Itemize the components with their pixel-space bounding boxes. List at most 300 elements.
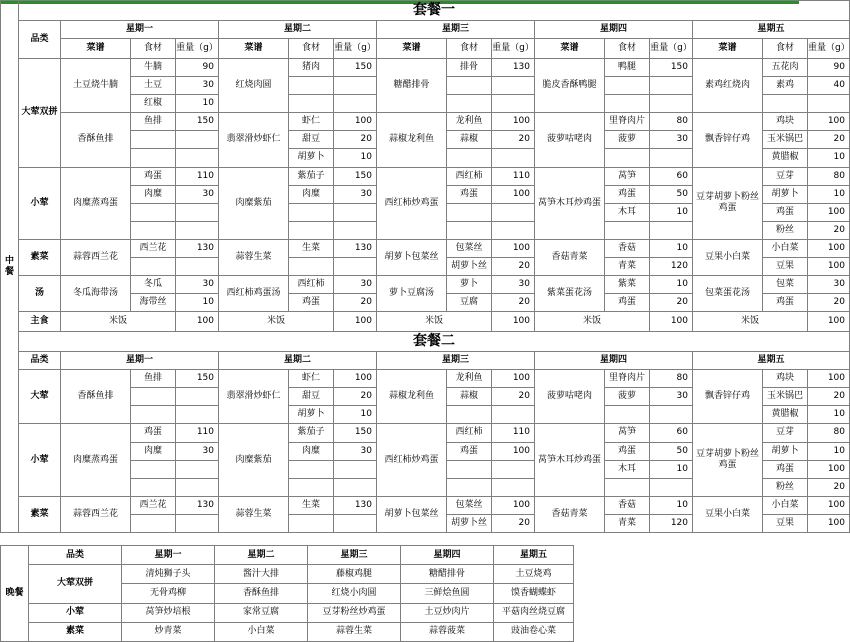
set1-subheader-ingredient: 食材	[763, 38, 808, 58]
set1-dish: 红烧肉圆	[219, 59, 289, 113]
dinner-menu-table	[0, 545, 574, 642]
set2-weight: 100	[492, 370, 535, 388]
set1-weight: 30	[176, 77, 219, 95]
set1-ingredient: 肉糜	[131, 185, 176, 203]
set1-weight: 40	[808, 77, 850, 95]
set1-ingredient: 鸡蛋	[289, 294, 334, 312]
set2-ingredient	[131, 478, 176, 496]
set1-ingredient: 海带丝	[131, 294, 176, 312]
set2-weight: 10	[334, 406, 377, 424]
set2-ingredient: 青菜	[605, 514, 650, 532]
set1-staple-dish: 米饭	[377, 312, 492, 332]
set2-ingredient	[289, 514, 334, 532]
dinner-meal-label: 晚餐	[1, 546, 29, 642]
set2-weight: 20	[334, 388, 377, 406]
set1-weight: 100	[808, 113, 850, 131]
set1-weight: 10	[334, 149, 377, 167]
set1-subheader-ingredient: 食材	[605, 38, 650, 58]
set2-dish: 翡翠滑炒虾仁	[219, 370, 289, 424]
set2-ingredient: 包菜丝	[447, 496, 492, 514]
set2-ingredient: 菠萝	[605, 388, 650, 406]
set1-subheader-ingredient: 食材	[289, 38, 334, 58]
set1-ingredient	[605, 77, 650, 95]
set1-weight	[492, 77, 535, 95]
set2-dish: 菠萝咕咾肉	[535, 370, 605, 424]
set2-dish: 胡萝卜包菜丝	[377, 496, 447, 532]
set1-staple-dish: 米饭	[61, 312, 176, 332]
set1-weight	[334, 95, 377, 113]
lunch-meal-label: 中餐	[1, 1, 19, 533]
set1-staple-dish: 米饭	[693, 312, 808, 332]
set2-ingredient: 粉丝	[763, 478, 808, 496]
set1-subheader-dish: 菜谱	[535, 38, 605, 58]
set2-weight	[650, 406, 693, 424]
set2-dish: 肉糜紫茄	[219, 424, 289, 496]
set2-weight: 100	[492, 442, 535, 460]
set1-weight	[650, 95, 693, 113]
set1-weight	[334, 77, 377, 95]
set1-ingredient	[605, 149, 650, 167]
set1-ingredient: 龙利鱼	[447, 113, 492, 131]
set1-day-3: 星期三	[377, 21, 535, 39]
set2-ingredient: 胡萝卜	[763, 442, 808, 460]
set1-weight: 80	[808, 167, 850, 185]
set1-ingredient: 红椒	[131, 95, 176, 113]
set1-weight	[808, 95, 850, 113]
set1-ingredient	[131, 257, 176, 275]
set2-weight: 100	[808, 496, 850, 514]
set1-staple-dish: 米饭	[535, 312, 650, 332]
set1-dish: 肉糜紫茄	[219, 167, 289, 239]
dinner-dish: 土豆炒肉片	[401, 603, 494, 622]
dinner-dish: 平菇肉丝烧豆腐	[494, 603, 574, 622]
set2-ingredient: 莴笋	[605, 424, 650, 442]
set1-ingredient: 包菜	[763, 275, 808, 293]
set1-weight	[492, 95, 535, 113]
set1-weight: 100	[492, 113, 535, 131]
set1-weight: 20	[808, 221, 850, 239]
set1-dish: 豆芽胡萝卜粉丝鸡蛋	[693, 167, 763, 239]
set1-dish: 冬瓜海带汤	[61, 275, 131, 311]
set2-dish: 香菇青菜	[535, 496, 605, 532]
set1-ingredient: 玉米锅巴	[763, 131, 808, 149]
set2-ingredient	[447, 406, 492, 424]
set2-ingredient: 肉糜	[289, 442, 334, 460]
set1-staple-weight: 100	[492, 312, 535, 332]
set1-weight	[176, 221, 219, 239]
set1-dish: 包菜蛋花汤	[693, 275, 763, 311]
set2-dish: 豆果小白菜	[693, 496, 763, 532]
set2-weight: 10	[650, 496, 693, 514]
set1-ingredient: 牛腩	[131, 59, 176, 77]
set1-weight: 20	[334, 294, 377, 312]
set1-weight: 130	[334, 239, 377, 257]
set2-dish: 豆芽胡萝卜粉丝鸡蛋	[693, 424, 763, 496]
set2-ingredient: 胡萝卜丝	[447, 514, 492, 532]
set1-ingredient: 生菜	[289, 239, 334, 257]
set2-weight: 100	[492, 496, 535, 514]
set1-weight: 20	[334, 131, 377, 149]
set1-ingredient	[605, 221, 650, 239]
set1-subheader-dish: 菜谱	[377, 38, 447, 58]
set1-day-4: 星期四	[535, 21, 693, 39]
set2-ingredient: 西红柿	[447, 424, 492, 442]
set1-weight: 110	[176, 167, 219, 185]
set1-day-1: 星期一	[61, 21, 219, 39]
set1-ingredient	[289, 221, 334, 239]
set2-dish: 蒜蓉生菜	[219, 496, 289, 532]
set2-ingredient: 鸡蛋	[447, 442, 492, 460]
dinner-dish: 豆芽粉丝炒鸡蛋	[308, 603, 401, 622]
set2-ingredient: 香菇	[605, 496, 650, 514]
set1-ingredient: 鸡蛋	[763, 203, 808, 221]
set1-weight: 130	[492, 59, 535, 77]
set1-ingredient: 土豆	[131, 77, 176, 95]
set2-category-label: 大荤	[19, 370, 61, 424]
set1-weight: 90	[176, 59, 219, 77]
set1-weight: 10	[176, 294, 219, 312]
set1-weight	[334, 221, 377, 239]
set1-weight: 10	[650, 203, 693, 221]
set2-dish: 蒜蓉西兰花	[61, 496, 131, 532]
set1-weight: 80	[650, 113, 693, 131]
set1-dish: 糖醋排骨	[377, 59, 447, 113]
set2-ingredient: 里脊肉片	[605, 370, 650, 388]
set1-ingredient: 虾仁	[289, 113, 334, 131]
set1-category-label: 小荤	[19, 167, 61, 239]
set2-ingredient: 鸡蛋	[605, 442, 650, 460]
set1-subheader-dish: 菜谱	[219, 38, 289, 58]
set1-ingredient: 豆果	[763, 257, 808, 275]
dinner-dish: 家常豆腐	[215, 603, 308, 622]
set1-weight	[334, 257, 377, 275]
set1-weight	[176, 203, 219, 221]
set1-ingredient	[447, 77, 492, 95]
set2-dish: 肉糜蒸鸡蛋	[61, 424, 131, 496]
set2-weight: 80	[808, 424, 850, 442]
set1-category-label: 汤	[19, 275, 61, 311]
set1-ingredient	[447, 221, 492, 239]
set1-ingredient	[131, 149, 176, 167]
dinner-dish: 红烧小肉圆	[308, 584, 401, 603]
set1-dish: 脆皮香酥鸭腿	[535, 59, 605, 113]
set2-weight: 20	[808, 388, 850, 406]
set1-category-label: 素菜	[19, 239, 61, 275]
set1-ingredient: 木耳	[605, 203, 650, 221]
dinner-dish: 蒜蓉菠菜	[401, 622, 494, 641]
set2-weight: 50	[650, 442, 693, 460]
set1-ingredient	[447, 149, 492, 167]
set1-staple-weight: 100	[176, 312, 219, 332]
set1-dish: 胡萝卜包菜丝	[377, 239, 447, 275]
set1-staple-weight: 100	[334, 312, 377, 332]
dinner-day-4: 星期四	[401, 546, 494, 565]
set2-category-label: 小荤	[19, 424, 61, 496]
dinner-dish: 三鲜烩鱼圆	[401, 584, 494, 603]
set1-subheader-ingredient: 食材	[447, 38, 492, 58]
dinner-category-header: 品类	[29, 546, 122, 565]
set1-ingredient: 胡萝卜丝	[447, 257, 492, 275]
set2-ingredient: 蒜椒	[447, 388, 492, 406]
set2-weight: 20	[808, 478, 850, 496]
set1-weight: 20	[808, 131, 850, 149]
dinner-day-3: 星期三	[308, 546, 401, 565]
set2-ingredient: 西兰花	[131, 496, 176, 514]
set2-ingredient	[131, 460, 176, 478]
set1-ingredient: 菠萝	[605, 131, 650, 149]
set1-weight	[492, 149, 535, 167]
set2-weight	[334, 514, 377, 532]
set1-weight: 20	[492, 257, 535, 275]
set2-weight: 10	[650, 460, 693, 478]
set2-weight: 100	[334, 370, 377, 388]
set1-ingredient: 紫茄子	[289, 167, 334, 185]
set1-subheader-dish: 菜谱	[61, 38, 131, 58]
set1-ingredient: 豆腐	[447, 294, 492, 312]
set1-title: 套餐一	[19, 1, 850, 21]
dinner-category-label: 小荤	[29, 603, 122, 622]
set1-weight	[650, 221, 693, 239]
set2-weight: 30	[650, 388, 693, 406]
set1-ingredient: 胡萝卜	[763, 185, 808, 203]
set2-weight: 10	[808, 406, 850, 424]
set1-dish: 蒜蓉生菜	[219, 239, 289, 275]
set2-ingredient: 生菜	[289, 496, 334, 514]
set2-weight: 80	[650, 370, 693, 388]
set1-ingredient: 萝卜	[447, 275, 492, 293]
dinner-day-5: 星期五	[494, 546, 574, 565]
set2-weight	[176, 388, 219, 406]
set1-weight: 100	[808, 239, 850, 257]
set1-day-5: 星期五	[693, 21, 850, 39]
set1-weight: 150	[650, 59, 693, 77]
set1-dish: 香菇青菜	[535, 239, 605, 275]
set1-weight: 150	[334, 59, 377, 77]
set1-dish: 土豆烧牛腩	[61, 59, 131, 113]
dinner-dish: 豉油卷心菜	[494, 622, 574, 641]
set1-weight: 30	[334, 275, 377, 293]
set1-ingredient: 小白菜	[763, 239, 808, 257]
set2-ingredient: 鸡蛋	[131, 424, 176, 442]
dinner-dish: 土豆烧鸡	[494, 565, 574, 584]
set1-dish: 萝卜豆腐汤	[377, 275, 447, 311]
set1-weight: 100	[492, 185, 535, 203]
set1-weight: 20	[492, 131, 535, 149]
set1-ingredient: 鸡块	[763, 113, 808, 131]
dinner-category-label: 大荤双拼	[29, 565, 122, 603]
set1-ingredient: 紫菜	[605, 275, 650, 293]
set1-weight: 30	[334, 185, 377, 203]
set1-ingredient: 五花肉	[763, 59, 808, 77]
set1-weight: 50	[650, 185, 693, 203]
set2-ingredient: 龙利鱼	[447, 370, 492, 388]
set1-weight: 100	[492, 239, 535, 257]
set1-ingredient	[131, 203, 176, 221]
set2-weight: 60	[650, 424, 693, 442]
set2-dish: 飘香锌仔鸡	[693, 370, 763, 424]
set2-weight: 110	[492, 424, 535, 442]
set2-category-label: 素菜	[19, 496, 61, 532]
set1-weight: 130	[176, 239, 219, 257]
set2-weight	[176, 406, 219, 424]
set1-dish: 豆果小白菜	[693, 239, 763, 275]
set2-dish: 蒜椒龙利鱼	[377, 370, 447, 424]
set1-ingredient: 鸡蛋	[131, 167, 176, 185]
set2-ingredient	[131, 514, 176, 532]
set1-ingredient: 冬瓜	[131, 275, 176, 293]
set2-weight	[492, 406, 535, 424]
set2-weight	[176, 478, 219, 496]
set1-ingredient: 豆芽	[763, 167, 808, 185]
set1-ingredient: 鸭腿	[605, 59, 650, 77]
set1-category-label: 大荤双拼	[19, 59, 61, 167]
set2-weight: 30	[176, 442, 219, 460]
dinner-dish: 酱汁大排	[215, 565, 308, 584]
set2-ingredient: 黄腊椒	[763, 406, 808, 424]
set2-ingredient	[289, 460, 334, 478]
set1-weight: 30	[492, 275, 535, 293]
set1-staple-dish: 米饭	[219, 312, 334, 332]
set1-weight: 30	[808, 275, 850, 293]
set1-ingredient: 莴笋	[605, 167, 650, 185]
set1-weight: 90	[808, 59, 850, 77]
set1-ingredient: 黄腊椒	[763, 149, 808, 167]
set1-weight: 150	[334, 167, 377, 185]
set1-ingredient: 素鸡	[763, 77, 808, 95]
set1-dish: 西红柿鸡蛋汤	[219, 275, 289, 311]
set2-ingredient	[447, 460, 492, 478]
dinner-dish: 糖醋排骨	[401, 565, 494, 584]
set1-weight: 100	[808, 257, 850, 275]
set2-weight	[176, 514, 219, 532]
set2-ingredient: 鸡块	[763, 370, 808, 388]
set1-subheader-weight: 重量（g）	[808, 38, 850, 58]
set2-ingredient	[447, 478, 492, 496]
set1-ingredient	[289, 203, 334, 221]
set1-ingredient: 西红柿	[289, 275, 334, 293]
set1-dish: 香酥鱼排	[61, 113, 131, 167]
set2-ingredient: 豆果	[763, 514, 808, 532]
set2-weight: 100	[808, 370, 850, 388]
set1-dish: 紫菜蛋花汤	[535, 275, 605, 311]
set2-weight	[492, 478, 535, 496]
set2-ingredient: 豆芽	[763, 424, 808, 442]
set1-ingredient: 鸡蛋	[447, 185, 492, 203]
set2-weight: 100	[808, 460, 850, 478]
set2-ingredient: 小白菜	[763, 496, 808, 514]
set1-day-2: 星期二	[219, 21, 377, 39]
set2-ingredient	[605, 478, 650, 496]
set1-subheader-dish: 菜谱	[693, 38, 763, 58]
dinner-dish: 馍香蝴蝶虾	[494, 584, 574, 603]
set2-ingredient: 紫茄子	[289, 424, 334, 442]
dinner-dish: 炒青菜	[122, 622, 215, 641]
set2-ingredient: 鸡蛋	[763, 460, 808, 478]
set2-weight: 10	[808, 442, 850, 460]
set1-ingredient: 包菜丝	[447, 239, 492, 257]
set2-ingredient: 鱼排	[131, 370, 176, 388]
set2-dish: 香酥鱼排	[61, 370, 131, 424]
set1-ingredient: 鸡蛋	[763, 294, 808, 312]
set1-ingredient: 香菇	[605, 239, 650, 257]
set1-weight: 100	[334, 113, 377, 131]
dinner-dish: 香酥鱼排	[215, 584, 308, 603]
set1-weight: 150	[176, 113, 219, 131]
set2-weight: 20	[492, 514, 535, 532]
set1-dish: 西红柿炒鸡蛋	[377, 167, 447, 239]
set1-weight: 30	[176, 185, 219, 203]
set2-ingredient: 虾仁	[289, 370, 334, 388]
set2-dish: 莴笋木耳炒鸡蛋	[535, 424, 605, 496]
set1-ingredient	[289, 95, 334, 113]
set2-weight: 130	[334, 496, 377, 514]
set1-weight: 60	[650, 167, 693, 185]
set1-subheader-ingredient: 食材	[131, 38, 176, 58]
set1-ingredient: 西兰花	[131, 239, 176, 257]
set1-weight: 110	[492, 167, 535, 185]
set1-weight	[650, 77, 693, 95]
set1-ingredient	[131, 221, 176, 239]
set1-subheader-weight: 重量（g）	[334, 38, 377, 58]
set1-ingredient	[447, 95, 492, 113]
set1-weight: 10	[808, 185, 850, 203]
set1-ingredient: 西红柿	[447, 167, 492, 185]
set2-ingredient: 甜豆	[289, 388, 334, 406]
set1-ingredient	[131, 131, 176, 149]
set2-weight	[650, 478, 693, 496]
set1-weight	[492, 203, 535, 221]
set2-ingredient	[131, 406, 176, 424]
set1-weight: 30	[176, 275, 219, 293]
set2-ingredient: 肉糜	[131, 442, 176, 460]
set1-weight: 120	[650, 257, 693, 275]
set1-ingredient: 胡萝卜	[289, 149, 334, 167]
set1-weight: 10	[808, 149, 850, 167]
set2-weight	[492, 460, 535, 478]
set1-ingredient: 鸡蛋	[605, 185, 650, 203]
set1-subheader-weight: 重量（g）	[650, 38, 693, 58]
set1-staple-label: 主食	[19, 312, 61, 332]
set1-ingredient	[289, 257, 334, 275]
set2-weight: 110	[176, 424, 219, 442]
set1-weight	[176, 131, 219, 149]
set1-ingredient: 猪肉	[289, 59, 334, 77]
set2-weight: 150	[334, 424, 377, 442]
set2-weight	[176, 460, 219, 478]
set2-ingredient: 木耳	[605, 460, 650, 478]
set1-dish: 素鸡红烧肉	[693, 59, 763, 113]
dinner-dish: 无骨鸡柳	[122, 584, 215, 603]
set1-ingredient: 青菜	[605, 257, 650, 275]
set1-dish: 飘香锌仔鸡	[693, 113, 763, 167]
set2-ingredient	[131, 388, 176, 406]
set1-weight: 100	[808, 203, 850, 221]
dinner-day-2: 星期二	[215, 546, 308, 565]
set1-dish: 菠萝咕咾肉	[535, 113, 605, 167]
set1-ingredient: 肉糜	[289, 185, 334, 203]
set1-weight: 30	[650, 131, 693, 149]
set1-staple-weight: 100	[808, 312, 850, 332]
set2-ingredient: 胡萝卜	[289, 406, 334, 424]
set2-dish: 西红柿炒鸡蛋	[377, 424, 447, 496]
set1-dish: 蒜蓉西兰花	[61, 239, 131, 275]
set1-ingredient: 鱼排	[131, 113, 176, 131]
set2-weight: 30	[334, 442, 377, 460]
set1-weight: 10	[176, 95, 219, 113]
set2-weight	[334, 460, 377, 478]
set1-ingredient: 里脊肉片	[605, 113, 650, 131]
dinner-category-label: 素菜	[29, 622, 122, 641]
